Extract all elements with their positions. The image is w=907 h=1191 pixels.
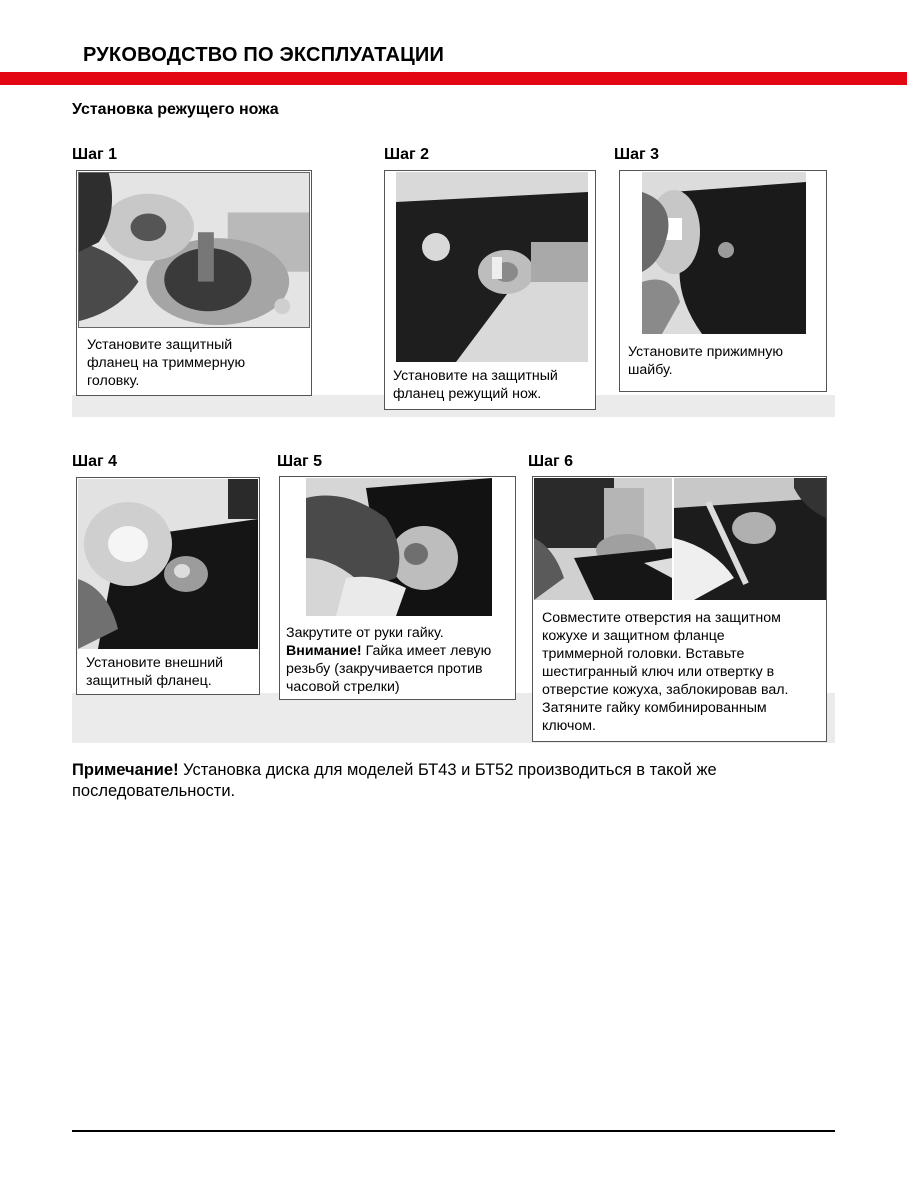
step-2-caption xyxy=(393,367,593,403)
step-6-photo-right xyxy=(674,478,826,600)
step-4-photo xyxy=(78,479,258,649)
step-6-caption xyxy=(542,609,824,735)
caption-line: отверстие кожуха, заблокировав вал. xyxy=(542,682,789,698)
caption-line: Установите прижимную xyxy=(628,344,783,360)
step-3-photo xyxy=(642,172,806,334)
caption-line: фланец на триммерную xyxy=(87,355,246,371)
header-red-bar xyxy=(0,72,907,85)
step-2-photo xyxy=(396,172,588,362)
caption-line: Закрутите от руки гайку. xyxy=(286,625,444,641)
caption-line: защитный фланец. xyxy=(86,673,212,689)
step-6-photo-left xyxy=(534,478,672,600)
step-1-photo xyxy=(78,172,310,328)
note-paragraph xyxy=(72,760,812,802)
step-4-card xyxy=(76,477,260,695)
step-4-caption xyxy=(86,654,248,690)
caption-line: головку. xyxy=(87,373,140,389)
page-header-title: РУКОВОДСТВО ПО ЭКСПЛУАТАЦИИ xyxy=(83,44,445,66)
caption-line: триммерной головки. Вставьте xyxy=(542,646,745,662)
step-2-card xyxy=(384,170,596,410)
step-3-card xyxy=(619,170,827,392)
caption-line: Совместите отверстия на защитном xyxy=(542,610,781,626)
note-bold-label: Примечание! xyxy=(72,761,179,779)
caption-line-rest: Гайка имеет левую xyxy=(361,643,492,659)
caption-line: ключом. xyxy=(542,718,596,734)
section-title: Установка режущего ножа xyxy=(72,101,279,118)
step-6-label: Шаг 6 xyxy=(528,453,573,470)
step-1-label: Шаг 1 xyxy=(72,146,117,163)
caption-line: кожухе и защитном фланце xyxy=(542,628,725,644)
step-5-caption xyxy=(286,624,514,696)
step-5-card xyxy=(279,476,516,700)
step-3-label: Шаг 3 xyxy=(614,146,659,163)
step-2-label: Шаг 2 xyxy=(384,146,429,163)
step-1-card xyxy=(76,170,312,396)
caption-line: шайбу. xyxy=(628,362,673,378)
caption-line: Затяните гайку комбинированным xyxy=(542,700,767,716)
step-5-photo xyxy=(306,478,492,616)
step-4-label: Шаг 4 xyxy=(72,453,117,470)
caption-line: резьбу (закручивается против xyxy=(286,661,483,677)
note-text: Установка диска для моделей БТ43 и БТ52 производиться в такой же последовательности. xyxy=(72,761,717,800)
caption-line: шестигранный ключ или отвертку в xyxy=(542,664,775,680)
caption-line xyxy=(286,642,514,660)
caption-line: часовой стрелки) xyxy=(286,679,400,695)
caption-line: Установите внешний xyxy=(86,655,224,671)
caption-line: Установите на защитный xyxy=(393,368,558,384)
footer-rule xyxy=(72,1130,835,1132)
step-3-caption xyxy=(628,343,824,379)
caption-warning-bold: Внимание! xyxy=(286,643,362,659)
step-1-caption xyxy=(87,336,293,390)
caption-line: фланец режущий нож. xyxy=(393,386,542,402)
caption-line: Установите защитный xyxy=(87,337,233,353)
step-6-card xyxy=(532,476,827,742)
step-5-label: Шаг 5 xyxy=(277,453,322,470)
